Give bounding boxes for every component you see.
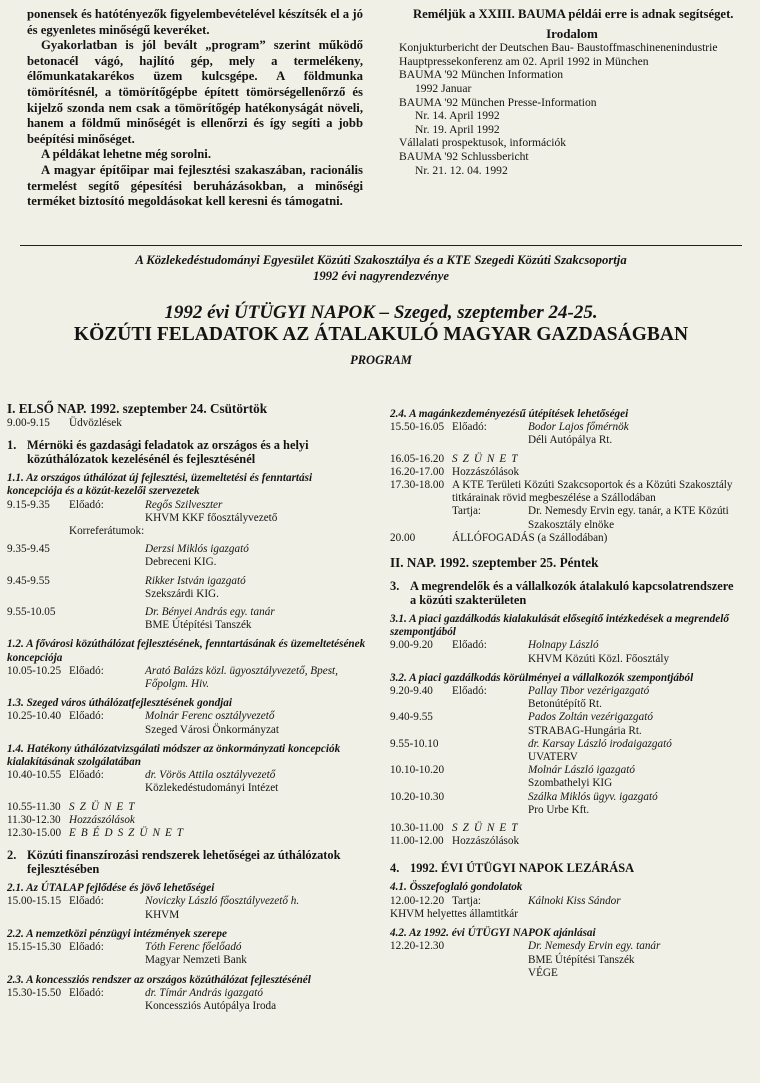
literature-item: Vállalati prospektusok, információk [399, 136, 567, 150]
time-slot: 9.00-9.15 [7, 417, 50, 429]
time-slot: 16.20-17.00 [390, 465, 445, 478]
row-label: Hozzászólások [452, 465, 520, 478]
closing-paragraph: Reméljük a XXIII. BAUMA példái erre is adnak segítséget. [413, 7, 734, 21]
body-paragraph: ponensek és hatótényezők figyelembevételével készítsék el a jó és egyenletes minőségű keveréket. [27, 7, 363, 37]
section-number: 2. [7, 848, 17, 863]
speaker-info [528, 895, 742, 908]
row-label: ÁLLÓFOGADÁS (a Szállodában) [452, 531, 608, 544]
subsection-heading: 2.2. A nemzetközi pénzügyi intézmények szerepe [7, 927, 227, 940]
time-slot: 11.30-12.30 [7, 813, 61, 826]
row-label: Előadó: [69, 941, 104, 954]
speaker-info [145, 499, 370, 525]
row-label [69, 606, 145, 632]
time-slot: 16.05-16.20 [390, 452, 445, 465]
speaker-name: Pados Zoltán vezérigazgató [528, 711, 653, 724]
row-label: Tartja: [452, 505, 482, 518]
time-slot: 17.30-18.00 [390, 479, 445, 492]
speaker-affiliation: Debreceni KIG. [145, 556, 217, 569]
subsection-heading: 3.2. A piaci gazdálkodás körülményei a vállalkozók szempontjából [390, 671, 694, 684]
time-slot: 9.45-9.55 [7, 574, 50, 587]
row-label: Előadó: [69, 986, 104, 999]
row-label: Előadó: [452, 421, 487, 434]
time-slot: 9.00-9.20 [390, 639, 433, 652]
program-row [390, 685, 742, 711]
speaker-info [145, 710, 370, 736]
speaker-info [528, 738, 742, 764]
speaker-name: dr. Tímár András igazgató [145, 986, 263, 999]
program-row [390, 532, 742, 545]
program-row [7, 814, 370, 827]
row-label [452, 940, 528, 980]
speaker-name: Dr. Bényei András egy. tanár [145, 606, 275, 619]
speaker-affiliation: Szombathelyi KIG [528, 777, 613, 790]
speaker-affiliation: KHVM [145, 908, 180, 921]
literature-item: BAUMA '92 München Information [399, 68, 564, 82]
speaker-affiliation: Pro Urbe Kft. [528, 803, 590, 816]
time-slot: 10.25-10.40 [7, 710, 62, 723]
program-row [390, 835, 742, 848]
program-row [390, 466, 742, 479]
body-paragraph: A magyar építőipar mai fejlesztési szakaszában, racionális termelést segítő gépesítési beruházásokban, a minőségi terméket biztosító megoldásokat kell keresni és támogatni. [27, 162, 363, 209]
literature-item: Nr. 21. 12. 04. 1992 [415, 163, 508, 177]
section-title: Közúti finanszírozási rendszerek lehetőségei az úthálózatok fejlesztésében [27, 848, 341, 877]
speaker-affiliation: Déli Autópálya Rt. [528, 434, 613, 447]
spacer [390, 848, 742, 853]
time-slot: 11.00-12.00 [390, 835, 444, 848]
program-row [390, 764, 742, 790]
program-row [390, 421, 742, 447]
row-label: Üdvözlések [69, 417, 122, 429]
row-label: KHVM helyettes államtitkár [390, 907, 519, 920]
row-label: Előadó: [69, 498, 104, 511]
speaker-affiliation: Koncessziós Autópálya Iroda [145, 999, 277, 1012]
time-slot: 15.30-15.50 [7, 986, 62, 999]
speaker-info [528, 505, 742, 531]
speaker-info [145, 606, 370, 632]
speaker-name: Molnár László igazgató [528, 764, 635, 777]
program-row [7, 987, 370, 1013]
speaker-name: Noviczky László főosztályvezető h. [145, 895, 300, 908]
row-label [69, 575, 145, 601]
subsection-heading: 3.1. A piaci gazdálkodás kialakulását elősegítő intézkedések a megrendelő szempontjából [390, 613, 729, 639]
row-label: Előadó: [452, 639, 487, 652]
program-row [390, 940, 742, 980]
subsection-heading: 1.4. Hatékony úthálózatvizsgálati módszer az önkormányzati koncepciók kialakításának szolgálatában [7, 742, 341, 769]
row-label: Tartja: [452, 894, 482, 907]
row-label [452, 711, 528, 737]
program-row [7, 543, 370, 569]
speaker-info [145, 769, 370, 795]
speaker-info [145, 665, 370, 691]
program-row [390, 479, 742, 505]
time-slot: 10.05-10.25 [7, 664, 62, 677]
program-left-column [7, 401, 370, 1013]
literature-item: Nr. 19. April 1992 [415, 122, 500, 136]
program-row [7, 525, 370, 538]
row-label: EBÉDSZÜNET [69, 827, 188, 840]
program-row [7, 895, 370, 921]
event-subtitle: KÖZÚTI FELADATOK AZ ÁTALAKULÓ MAGYAR GAZDASÁGBAN [73, 324, 689, 345]
program-row [390, 639, 742, 665]
speaker-name: Regős Szilveszter [145, 498, 223, 511]
literature-item: Konjukturbericht der Deutschen Bau- Baustoffmaschinenenindustrie Hauptpressekonferenz am 02. April 1992 in München [399, 41, 718, 68]
speaker-info [528, 791, 742, 817]
speaker-info [528, 685, 742, 711]
program-row [390, 453, 742, 466]
program-header [20, 252, 742, 368]
row-label: SZÜNET [452, 822, 523, 835]
speaker-info [528, 940, 742, 980]
speaker-name: Arató Balázs közl. ügyosztályvezető, Bpest, Főpolgm. Hiv. [145, 664, 338, 691]
subsection-heading: 4.2. Az 1992. évi ÚTÜGYI NAPOK ajánlásai [390, 927, 596, 940]
program-row [7, 710, 370, 736]
day-heading: I. ELSŐ NAP. 1992. szeptember 24. Csütörtök [7, 401, 268, 416]
literature-item: 1992 Januar [415, 81, 472, 95]
subsection-heading: 2.3. A koncessziós rendszer az országos közúthálózat fejlesztésénél [7, 973, 311, 986]
speaker-affiliation: UVATERV [528, 751, 578, 764]
section-divider [20, 245, 742, 246]
speaker-affiliation: KHVM Közúti Közl. Főosztály [528, 652, 670, 665]
row-label: Előadó: [69, 710, 104, 723]
speaker-name: Pallay Tibor vezérigazgató [528, 685, 650, 698]
literature-item: BAUMA '92 Schlussbericht [399, 149, 529, 163]
speaker-name: Dr. Nemesdy Ervin egy. tanár [528, 940, 661, 953]
speaker-affiliation: BME Útépítési Tanszék [528, 953, 635, 966]
time-slot: 9.40-9.55 [390, 711, 433, 724]
row-label [452, 764, 528, 790]
time-slot: 9.55-10.05 [7, 606, 56, 619]
section-number: 4. [390, 861, 400, 876]
section-number: 3. [390, 579, 400, 594]
section-title: A megrendelők és a vállalkozók átalakuló kapcsolatrendszere a közúti szakterületen [410, 579, 734, 608]
literature-item: BAUMA '92 München Presse-Information [399, 95, 597, 109]
speaker-info [528, 639, 742, 665]
subsection-heading: 2.4. A magánkezdeményezésű útépítések lehetőségei [390, 408, 629, 420]
row-label: Hozzászólások [69, 813, 135, 826]
speaker-affiliation: Betonútépítő Rt. [528, 698, 602, 711]
subsection-heading: 4.1. Összefoglaló gondolatok [390, 881, 523, 894]
time-slot: 10.55-11.30 [7, 800, 61, 813]
organizer-line-1: A Közlekedéstudományi Egyesület Közúti Szakosztálya és a KTE Szegedi Közúti Szakcsoportja [135, 253, 627, 267]
program-row [390, 822, 742, 835]
row-label: Hozzászólások [452, 835, 520, 848]
program-row [7, 606, 370, 632]
row-label: SZÜNET [452, 452, 523, 465]
program-label: PROGRAM [350, 353, 412, 367]
literature-list [399, 41, 745, 177]
row-label: SZÜNET [69, 800, 140, 813]
section-heading [390, 861, 742, 875]
speaker-name: Molnár Ferenc osztályvezető [145, 710, 275, 723]
literature-item: Nr. 14. April 1992 [415, 109, 500, 123]
row-label: Előadó: [452, 685, 487, 698]
program-row [390, 791, 742, 817]
time-slot: 10.30-11.00 [390, 822, 444, 835]
time-slot: 9.35-9.45 [7, 543, 50, 556]
program-row [7, 941, 370, 967]
row-label: A KTE Területi Közúti Szakcsoportok és a Közúti Szakosztály titkárainak rövid megbeszélése a Szállodában [452, 479, 733, 505]
speaker-name: Holnapy László [528, 639, 599, 652]
program-row [390, 895, 742, 908]
row-label [452, 738, 528, 764]
speaker-info [528, 711, 742, 737]
speaker-info [145, 941, 370, 967]
speaker-affiliation: VÉGE [528, 966, 558, 979]
time-slot: 15.15-15.30 [7, 941, 62, 954]
time-slot: 10.10-10.20 [390, 764, 445, 777]
time-slot: 12.00-12.20 [390, 894, 445, 907]
speaker-affiliation: Szekszárdi KIG. [145, 587, 219, 600]
speaker-name: Dr. Nemesdy Ervin egy. tanár, a KTE Közúti Szakosztály elnöke [528, 505, 729, 531]
time-slot: 9.55-10.10 [390, 737, 439, 750]
speaker-name: dr. Karsay László irodaigazgató [528, 737, 672, 750]
row-label: Előadó: [69, 664, 104, 677]
subsection-heading: 2.1. Az ÚTALAP fejlődése és jövő lehetőségei [7, 882, 215, 895]
speaker-name: Kálnoki Kiss Sándor [528, 894, 621, 907]
program-row [390, 908, 742, 921]
section-heading [390, 579, 742, 607]
row-label [452, 791, 528, 817]
time-slot: 12.30-15.00 [7, 827, 62, 840]
row-label: Korreferátumok: [69, 525, 145, 538]
time-slot: 10.20-10.30 [390, 790, 445, 803]
speaker-affiliation: Szeged Városi Önkormányzat [145, 723, 280, 736]
time-slot: 12.20-12.30 [390, 940, 445, 953]
program-row [7, 499, 370, 525]
time-slot: 15.50-16.05 [390, 421, 445, 434]
program-row [7, 769, 370, 795]
event-title: 1992 évi ÚTÜGYI NAPOK – Szeged, szeptember 24-25. [164, 302, 598, 323]
program-right-column [390, 402, 742, 980]
row-label [69, 543, 145, 569]
program-row [7, 575, 370, 601]
speaker-name: Bodor Lajos főmérnök [528, 421, 629, 434]
subsection-heading: 1.1. Az országos úthálózat új fejlesztési, üzemeltetési és fenntartási koncepciója és a közút-kezelői szervezetek [7, 472, 313, 498]
speaker-info [528, 421, 742, 447]
speaker-name: Szálka Miklós ügyv. igazgató [528, 790, 658, 803]
program-row [390, 505, 742, 531]
speaker-info [145, 543, 370, 569]
top-left-text [27, 7, 363, 210]
speaker-info [145, 895, 370, 921]
organizer-line-2: 1992 évi nagyrendezvénye [312, 269, 449, 283]
section-title: 1992. ÉVI ÚTÜGYI NAPOK LEZÁRÁSA [410, 861, 635, 876]
subsection-heading: 1.2. A fővárosi közúthálózat fejlesztésének, fenntartásának és üzemeltetésének koncepciója [7, 638, 366, 664]
literature-heading: Irodalom [546, 25, 598, 41]
row-label: Előadó: [69, 895, 104, 908]
time-slot [390, 505, 452, 531]
speaker-name: dr. Vörös Attila osztályvezető [145, 769, 276, 782]
program-row [7, 827, 370, 840]
section-heading [7, 438, 370, 466]
time-slot: 20.00 [390, 531, 416, 544]
body-paragraph: Gyakorlatban is jól bevált „program” szerint működő betonacél vágó, hajlító gép, mely a termelékeny, élőmunkatakarékos üzem kulcsgépe. A földmunka tömörítésnél, a tömörítőgépbe épített tömörségellenőrző és kijelző szonda nem csak a tömörítőgép hatékonyságát növeli, hanem a földmű minőségét is ellenőrzi és így segíti a jobb beépítési minőséget. [27, 38, 363, 146]
time-slot: 9.20-9.40 [390, 685, 433, 698]
speaker-affiliation: KHVM KKF főosztályvezető [145, 511, 278, 524]
speaker-name: Derzsi Miklós igazgató [145, 543, 249, 556]
program-row [390, 711, 742, 737]
speaker-info [145, 575, 370, 601]
speaker-info [145, 987, 370, 1013]
program-row [7, 801, 370, 814]
spacer [390, 545, 742, 555]
section-heading [7, 848, 370, 876]
section-title: Mérnöki és gazdasági feladatok az országos és a helyi közúthálózatok kezelésénél és fejlesztésénél [27, 438, 309, 467]
program-row [7, 665, 370, 691]
subsection-heading: 1.3. Szeged város úthálózatfejlesztésének gondjai [7, 697, 232, 710]
time-slot: 9.15-9.35 [7, 498, 50, 511]
program-row [390, 738, 742, 764]
day-heading: II. NAP. 1992. szeptember 25. Péntek [390, 555, 599, 571]
speaker-affiliation: Közlekedéstudományi Intézet [145, 782, 279, 795]
body-paragraph: A példákat lehetne még sorolni. [41, 147, 211, 162]
speaker-name: Rikker István igazgató [145, 574, 246, 587]
speaker-affiliation: STRABAG-Hungária Rt. [528, 724, 642, 737]
time-slot: 15.00-15.15 [7, 895, 62, 908]
time-slot: 10.40-10.55 [7, 769, 62, 782]
time-slot [7, 525, 69, 538]
top-right-text [399, 7, 745, 177]
speaker-name: Tóth Ferenc főelőadó [145, 941, 242, 954]
speaker-info [528, 764, 742, 790]
program-row [7, 417, 370, 430]
section-number: 1. [7, 438, 17, 453]
row-label: Előadó: [69, 769, 104, 782]
speaker-affiliation: BME Útépítési Tanszék [145, 619, 252, 632]
speaker-affiliation: Magyar Nemzeti Bank [145, 954, 247, 967]
